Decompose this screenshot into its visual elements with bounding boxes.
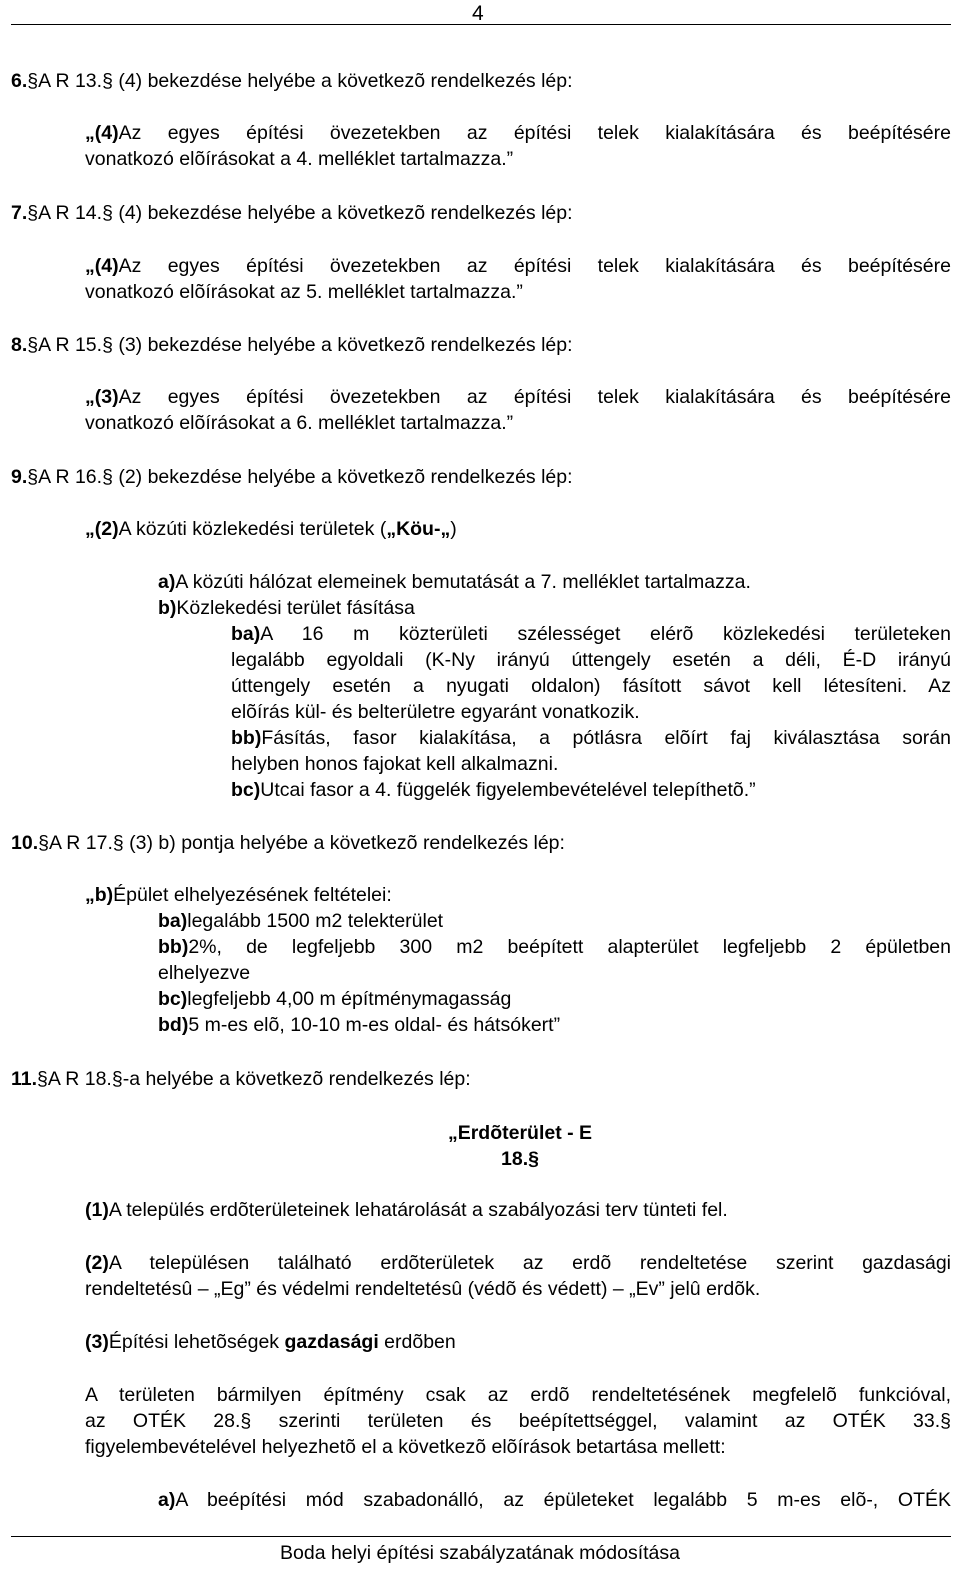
item-10-point-bc: bc)legfeljebb 4,00 m építménymagasság bbox=[158, 988, 512, 1010]
paragraph-2-line-2: rendeltetésû – „Eg” és védelmi rendeltetésû (védõ és védett) – „Ev” jelû erdõk. bbox=[85, 1278, 761, 1300]
item-7-heading: 7.§A R 14.§ (4) bekezdése helyébe a következõ rendelkezés lép: bbox=[11, 202, 573, 224]
item-7-quote-line-1: „(4)Az egyes építési övezetekben az építési telek kialakítására és beépítésére bbox=[85, 255, 951, 277]
item-10-heading: 10.§A R 17.§ (3) b) pontja helyébe a következõ rendelkezés lép: bbox=[11, 832, 565, 854]
item-9-point-ba-line-3: úttengely esetén a nyugati oldalon) fásított sávot kell létesíteni. Az bbox=[231, 675, 951, 697]
page-footer: Boda helyi építési szabályzatának módosítása bbox=[280, 1542, 680, 1564]
item-9-point-ba-line-4: elõírás kül- és belterületre egyaránt vonatkozik. bbox=[231, 701, 640, 723]
item-9-point-b: b)Közlekedési terület fásítása bbox=[158, 597, 415, 619]
item-10-point-bb-line-2: elhelyezve bbox=[158, 962, 251, 984]
item-6-quote-line-2: vonatkozó elõírásokat a 4. melléklet tartalmazza.” bbox=[85, 148, 514, 170]
footer-rule bbox=[11, 1536, 951, 1537]
section-number: 18.§ bbox=[501, 1148, 539, 1170]
section-title: „Erdõterület - E bbox=[447, 1122, 593, 1144]
item-9-heading: 9.§A R 16.§ (2) bekezdése helyébe a következõ rendelkezés lép: bbox=[11, 466, 573, 488]
paragraph-4-line-2: az OTÉK 28.§ szerinti területen és beépítettséggel, valamint az OTÉK 33.§ bbox=[85, 1410, 951, 1432]
item-9-point-bb-line-1: bb)Fásítás, fasor kialakítása, a pótlásra elõírt faj kiválasztása során bbox=[231, 727, 951, 749]
item-10-point-b: „b)Épület elhelyezésének feltételei: bbox=[85, 884, 392, 906]
item-10-point-bd: bd)5 m-es elõ, 10-10 m-es oldal- és hátsókert” bbox=[158, 1014, 561, 1036]
item-10-point-ba: ba)legalább 1500 m2 telekterület bbox=[158, 910, 444, 932]
item-6-quote-line-1: „(4)Az egyes építési övezetekben az építési telek kialakítására és beépítésére bbox=[85, 122, 951, 144]
item-9-point-bb-line-2: helyben honos fajokat kell alkalmazni. bbox=[231, 753, 559, 775]
paragraph-3: (3)Építési lehetõségek gazdasági erdõben bbox=[85, 1331, 456, 1353]
item-8-quote-line-1: „(3)Az egyes építési övezetekben az építési telek kialakítására és beépítésére bbox=[85, 386, 951, 408]
paragraph-1: (1)A település erdõterületeinek lehatárolását a szabályozási terv tünteti fel. bbox=[85, 1199, 728, 1221]
header-rule bbox=[11, 24, 951, 25]
paragraph-4-line-1: A területen bármilyen építmény csak az erdõ rendeltetésének megfelelõ funkcióval, bbox=[85, 1384, 951, 1406]
item-9-quote-line-1: „(2)A közúti közlekedési területek („Köu-„) bbox=[85, 518, 457, 540]
item-7-quote-line-2: vonatkozó elõírásokat az 5. melléklet tartalmazza.” bbox=[85, 281, 523, 303]
item-9-point-ba-line-2: legalább egyoldali (K-Ny irányú úttengely esetén a déli, É-D irányú bbox=[231, 649, 951, 671]
paragraph-4-line-3: figyelembevételével helyezhetõ el a következõ elõírások betartása mellett: bbox=[85, 1436, 726, 1458]
item-8-heading: 8.§A R 15.§ (3) bekezdése helyébe a következõ rendelkezés lép: bbox=[11, 334, 573, 356]
item-10-point-bb-line-1: bb)2%, de legfeljebb 300 m2 beépített alapterület legfeljebb 2 épületben bbox=[158, 936, 951, 958]
item-6-heading: 6.§A R 13.§ (4) bekezdése helyébe a következõ rendelkezés lép: bbox=[11, 70, 573, 92]
page-number: 4 bbox=[472, 2, 484, 25]
item-8-quote-line-2: vonatkozó elõírásokat a 6. melléklet tartalmazza.” bbox=[85, 412, 514, 434]
item-11-point-a: a)A beépítési mód szabadonálló, az épületeket legalább 5 m-es elõ-, OTÉK bbox=[158, 1489, 951, 1511]
item-9-point-a: a)A közúti hálózat elemeinek bemutatását a 7. melléklet tartalmazza. bbox=[158, 571, 751, 593]
item-9-point-bc: bc)Utcai fasor a 4. függelék figyelembevételével telepíthetõ.” bbox=[231, 779, 756, 801]
item-9-point-ba-line-1: ba)A 16 m közterületi szélességet elérõ közlekedési területeken bbox=[231, 623, 951, 645]
paragraph-2-line-1: (2)A településen található erdõterületek az erdõ rendeltetése szerint gazdasági bbox=[85, 1252, 951, 1274]
item-11-heading: 11.§A R 18.§-a helyébe a következõ rendelkezés lép: bbox=[11, 1068, 471, 1090]
